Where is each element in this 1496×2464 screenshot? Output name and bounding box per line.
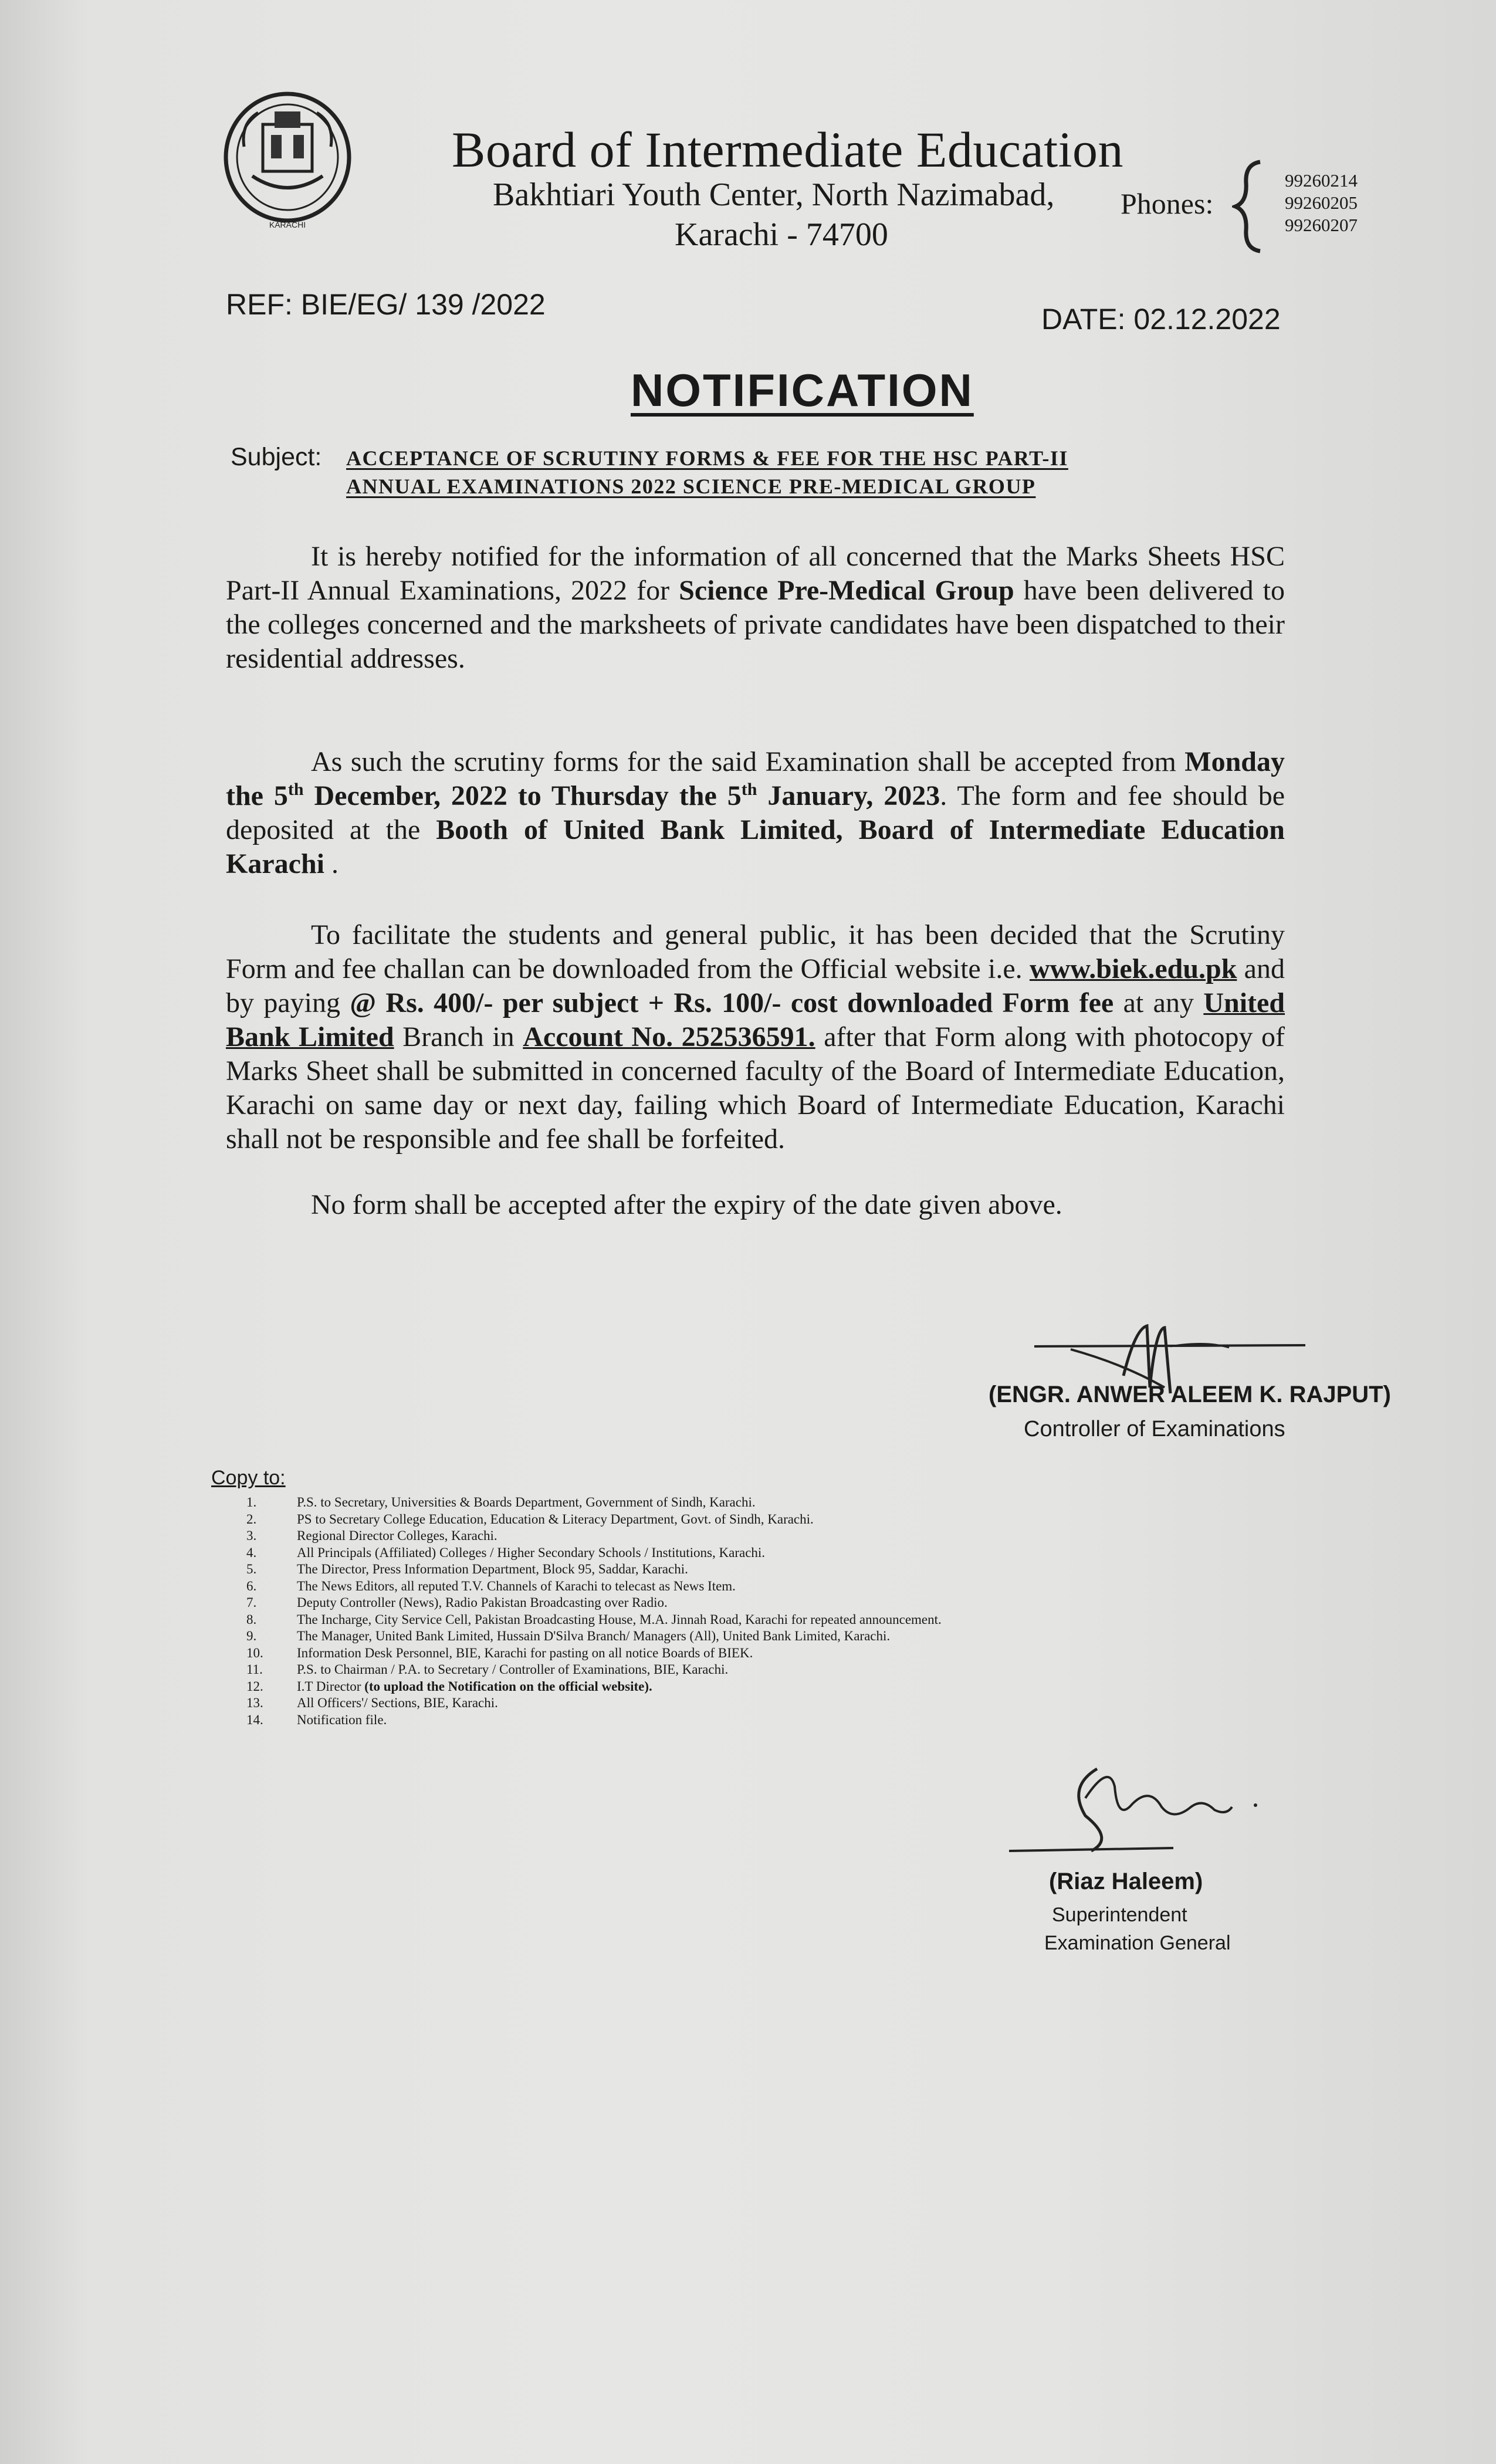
controller-title: Controller of Examinations: [1024, 1417, 1285, 1441]
list-item: 6. The News Editors, all reputed T.V. Channels of Karachi to telecast as News Item.: [246, 1578, 736, 1593]
list-item: 1. P.S. to Secretary, Universities & Boards Department, Government of Sindh, Karachi.: [246, 1495, 756, 1509]
org-name: Board of Intermediate Education: [452, 121, 1124, 178]
paragraph-4: No form shall be accepted after the expiry of the date given above.: [311, 1189, 1062, 1220]
phone-number: 99260214: [1285, 170, 1358, 191]
document-date: DATE: 02.12.2022: [1041, 303, 1281, 336]
address-line-1: Bakhtiari Youth Center, North Nazimabad,: [493, 177, 1055, 213]
copy-to-label: Copy to:: [211, 1467, 286, 1489]
list-item: 5. The Director, Press Information Department, Block 95, Saddar, Karachi.: [246, 1562, 688, 1576]
controller-signature-icon: [1030, 1323, 1311, 1429]
list-item: 8. The Incharge, City Service Cell, Pakistan Broadcasting House, M.A. Jinnah Road, Karachi for repeated announcement.: [246, 1612, 942, 1627]
list-item: 3. Regional Director Colleges, Karachi.: [246, 1528, 497, 1543]
copy-to-list: [246, 1494, 942, 1728]
reference-number: REF: BIE/EG/ 139 /2022: [226, 288, 546, 321]
subject-line-1: ACCEPTANCE OF SCRUTINY FORMS & FEE FOR THE HSC PART-II: [346, 446, 1068, 470]
brace-icon: [1232, 160, 1267, 253]
controller-name: (ENGR. ANWER ALEEM K. RAJPUT): [989, 1382, 1391, 1407]
superintendent-signature-icon: [997, 1751, 1302, 1869]
subject-line-2: ANNUAL EXAMINATIONS 2022 SCIENCE PRE-MEDICAL GROUP: [346, 475, 1036, 498]
list-item: 11. P.S. to Chairman / P.A. to Secretary / Controller of Examinations, BIE, Karachi.: [246, 1662, 729, 1677]
phone-number: 99260207: [1285, 215, 1358, 235]
list-item: 7. Deputy Controller (News), Radio Pakistan Broadcasting over Radio.: [246, 1595, 668, 1610]
phone-number: 99260205: [1285, 192, 1358, 213]
list-item: 12. I.T Director (to upload the Notification on the official website).: [246, 1678, 652, 1694]
list-item: 10. Information Desk Personnel, BIE, Karachi for pasting on all notice Boards of BIEK.: [246, 1645, 753, 1660]
list-item: 14. Notification file.: [246, 1712, 387, 1727]
list-item: 13. All Officers'/ Sections, BIE, Karachi.: [246, 1695, 498, 1710]
superintendent-name: (Riaz Haleem): [1049, 1869, 1203, 1894]
list-item: 4. All Principals (Affiliated) Colleges / Higher Secondary Schools / Institutions, Karachi.: [246, 1545, 766, 1560]
board-logo-seal-icon: [217, 88, 358, 235]
list-item: 9. The Manager, United Bank Limited, Hussain D'Silva Branch/ Managers (All), United Bank Limited, Karachi.: [246, 1629, 891, 1643]
paragraph-3: To facilitate the students and general public, it has been decided that the Scrutiny Form and fee challan can be downloaded from the Official website i.e. www.biek.edu.pk and by paying @ Rs. 400/- per subject + Rs. 100/- cost downloaded Form fee at any United Bank Limited Branch in Account No. 252536591. after that Form along with photocopy of Marks Sheet shall be submitted in concerned faculty of the Board of Intermediate Education, Karachi on same day or next day, failing which Board of Intermediate Education, Karachi shall not be responsible and fee shall be forfeited.: [226, 919, 1285, 1155]
notification-heading: NOTIFICATION: [631, 364, 974, 416]
subject-label: Subject:: [231, 443, 322, 471]
svg-text:KARACHI: KARACHI: [269, 220, 306, 229]
list-item: 2. PS to Secretary College Education, Education & Literacy Department, Govt. of Sindh, Karachi.: [246, 1511, 814, 1527]
superintendent-title: Superintendent: [1052, 1904, 1187, 1926]
paragraph-1: It is hereby notified for the information of all concerned that the Marks Sheets HSC Part-II Annual Examinations, 2022 for Science Pre-Medical Group have been delivered to the colleges concerned and the marksheets of private candidates have been dispatched to their residential addresses.: [226, 541, 1285, 674]
address-line-2: Karachi - 74700: [675, 216, 888, 253]
superintendent-department: Examination General: [1044, 1932, 1231, 1954]
paragraph-2: As such the scrutiny forms for the said Examination shall be accepted from Monday the 5th December, 2022 to Thursday the 5th January, 2023. The form and fee should be deposited at the Booth of United Bank Limited, Board of Intermediate Education Karachi .: [226, 746, 1285, 879]
website-link[interactable]: www.biek.edu.pk: [1029, 953, 1237, 984]
phones-label: Phones:: [1121, 187, 1214, 220]
